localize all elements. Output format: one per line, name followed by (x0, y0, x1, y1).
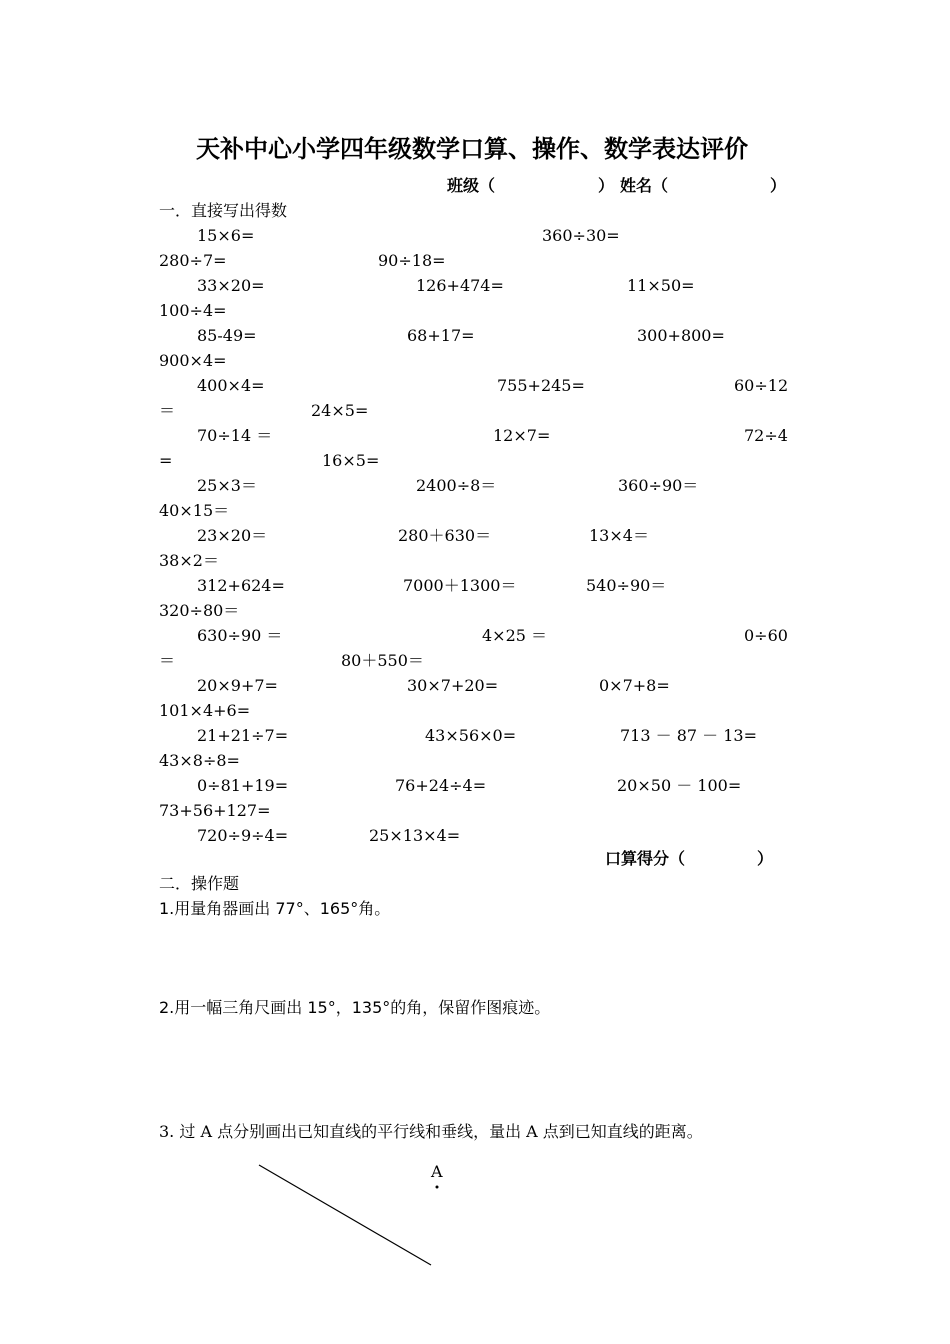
problem: 60÷12 (734, 376, 789, 395)
name-close: ） (770, 176, 787, 195)
score-label: 口算得分（ (605, 849, 686, 868)
section2-heading: 二．操作题 (159, 874, 240, 893)
problem: 24×5= (311, 401, 369, 420)
problem: 40×15＝ (159, 501, 230, 520)
problem: 21+21÷7= (197, 726, 289, 745)
page-title: 天补中心小学四年级数学口算、操作、数学表达评价 (196, 135, 748, 163)
problem: 312+624= (197, 576, 285, 595)
section1-heading: 一．直接写出得数 (159, 201, 288, 220)
problem: 320÷80＝ (159, 601, 240, 620)
problem: 360÷30= (542, 226, 620, 245)
problem: 11×50= (627, 276, 695, 295)
problem: 280＋630＝ (398, 526, 492, 545)
problem: 2400÷8＝ (416, 476, 497, 495)
problem: ＝ (159, 401, 176, 420)
problem: 16×5= (322, 451, 380, 470)
problem: 100÷4= (159, 301, 227, 320)
problem: 13×4＝ (589, 526, 649, 545)
problem: 630÷90 ＝ (197, 626, 283, 645)
problem: 85-49= (197, 326, 257, 345)
problem: 900×4= (159, 351, 227, 370)
problem: 76+24÷4= (395, 776, 487, 795)
problem: 12×7= (493, 426, 551, 445)
problem: 20×50 － 100= (617, 776, 742, 795)
problem: 80＋550＝ (341, 651, 424, 670)
point-a-dot (436, 1186, 439, 1189)
problem: = (159, 451, 173, 470)
problem: 43×8÷8= (159, 751, 240, 770)
problem: 72÷4 (744, 426, 788, 445)
problem: 70÷14 ＝ (197, 426, 273, 445)
problem: 0÷60 (744, 626, 788, 645)
problem: 15×6= (197, 226, 255, 245)
problem: 300+800= (637, 326, 725, 345)
problem: 68+17= (407, 326, 475, 345)
problem: 30×7+20= (407, 676, 499, 695)
problem: 755+245= (497, 376, 585, 395)
name-label: 姓名（ (620, 176, 669, 195)
question-3: 3. 过 A 点分别画出已知直线的平行线和垂线，量出 A 点到已知直线的距离。 (159, 1122, 703, 1141)
problem: 0×7+8= (599, 676, 670, 695)
problem: 7000＋1300＝ (403, 576, 517, 595)
problem: 33×20= (197, 276, 265, 295)
problem: 4×25 ＝ (482, 626, 548, 645)
problem: 720÷9÷4= (197, 826, 289, 845)
class-label: 班级（ (447, 176, 496, 195)
point-a-label: A (431, 1162, 443, 1181)
problem: 25×13×4= (369, 826, 461, 845)
problem: 540÷90＝ (586, 576, 667, 595)
class-close: ） (598, 176, 615, 195)
problem: 38×2＝ (159, 551, 219, 570)
problem: 90÷18= (378, 251, 446, 270)
problem: 400×4= (197, 376, 265, 395)
problem: 713 － 87 － 13= (620, 726, 758, 745)
problem: 280÷7= (159, 251, 227, 270)
problem: 25×3＝ (197, 476, 257, 495)
problem: 101×4+6= (159, 701, 251, 720)
problem: 23×20＝ (197, 526, 268, 545)
problem: 20×9+7= (197, 676, 278, 695)
problem: 73+56+127= (159, 801, 271, 820)
question-2: 2.用一幅三角尺画出 15°，135°的角，保留作图痕迹。 (159, 998, 551, 1017)
problem: 126+474= (416, 276, 504, 295)
score-close: ） (757, 849, 774, 868)
given-line (259, 1165, 431, 1265)
question-1: 1.用量角器画出 77°、165°角。 (159, 899, 391, 918)
problem: ＝ (159, 651, 176, 670)
problem: 0÷81+19= (197, 776, 289, 795)
problem: 43×56×0= (425, 726, 517, 745)
problem: 360÷90＝ (618, 476, 699, 495)
